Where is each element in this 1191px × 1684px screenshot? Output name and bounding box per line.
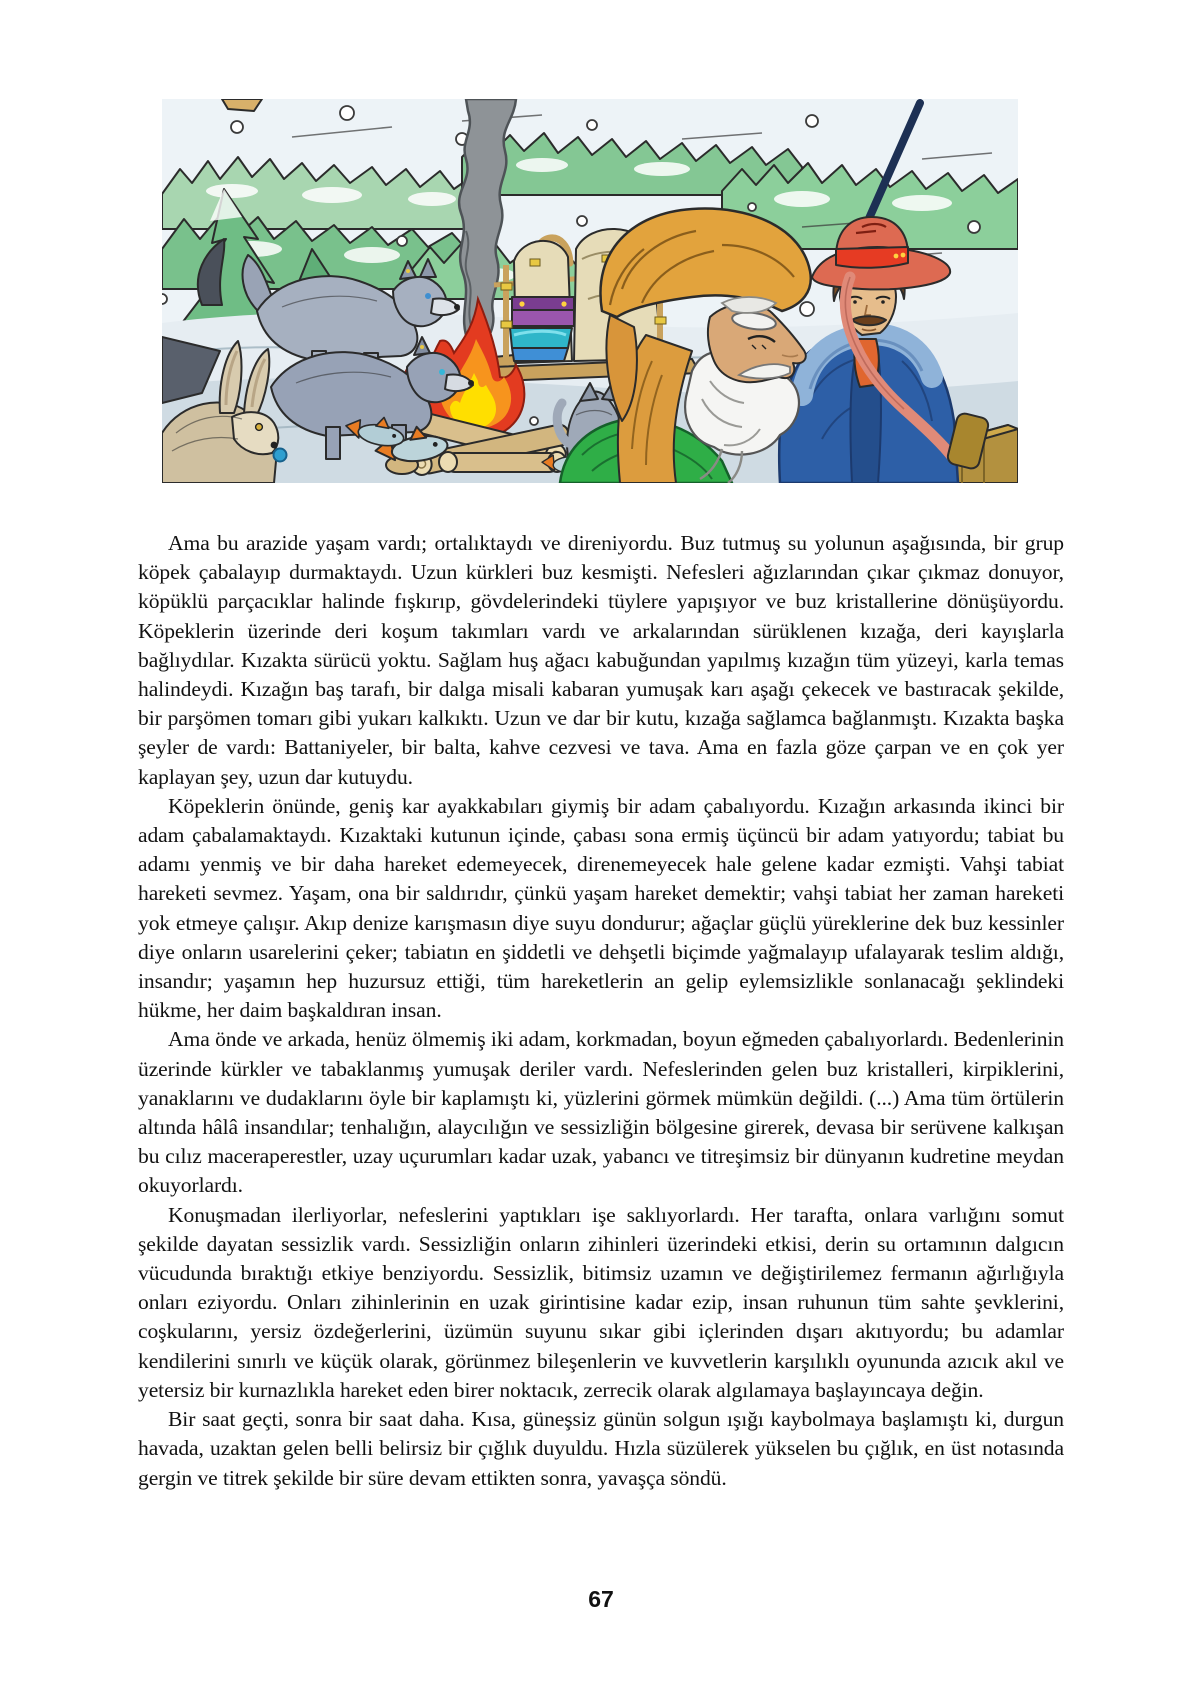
story-paragraph-5: Bir saat geçti, sonra bir saat daha. Kısa, güneşsiz günün solgun ışığı kaybolmaya başlamıştı ki, durgun havada, uzaktan gelen belli belirsiz bir çığlık duyuldu. Hızla süzülerek yükselen bu çığlık, en üst notasında gergin ve titrek şekilde bir süre devam ettikten sonra, yavaşça söndü. [138,1407,1064,1490]
story-illustration [162,99,1018,483]
story-text [138,529,1064,1493]
story-paragraph-2: Köpeklerin önünde, geniş kar ayakkabıları giymiş bir adam çabalıyordu. Kızağın arkasında ikinci bir adam çabalamaktaydı. Kızaktaki kutunun içinde, çabası sona ermiş üçüncü bir adam yatıyordu; tabiat bu adamı yenmiş ve bir daha hareket edemeyecek, direnemeyecek hale gelene kadar ezmişti. Vahşi tabiat hareketi sevmez. Yaşam, ona bir saldırıdır, çünkü yaşam hareket demektir; vahşi tabiat her zaman hareketi yok etmeye çalışır. Akıp denize karışmasın diye suyu dondurur; ağaçlar güçlü yüreklerine dek buz kessinler diye onların usarelerini çeker; tabiatın en şiddetli ve dehşetli biçimde yağmalayıp ufalayarak teslim aldığı, insandır; yaşamın hep huzursuz ettiği, tüm hareketlerin an gelip eylemsizlikle sonlanacağı şeklindeki hükme, her daim başkaldıran insan. [138,793,1064,1023]
story-paragraph-4: Konuşmadan ilerliyorlar, nefeslerini yaptıkları işe saklıyorlardı. Her tarafta, onlara varlığını somut şekilde dayatan sessizlik vardı. Sessizliğin onların zihinleri üzerindeki etkisi, derin su ortamının dalgıcın vücudunda bıraktığı etkiye benziyordu. Sessizlik, bitimsiz uzamın ve değiştirilemez fermanın ağırlığıyla onları eziyordu. Onları zihinlerinin en uzak girintisine kadar ezip, insan ruhunun tüm sahte şevklerini, coşkularını, yersiz özdeğerlerini, üzümün suyunu sıkar gibi içlerinden dışarı akıtıyordu; bu adamlar kendilerini sınırlı ve küçük olarak, görünmez bileşenlerin ve kuvvetlerin karşılıklı oyununda azıcık akıl ve yetersiz bir kurnazlıkla hareket eden birer noktacık, zerrecik olarak algılamaya başlayıncaya değin. [138,1202,1064,1402]
page-number: 67 [588,1586,614,1612]
winter-camp-scene [162,99,1018,483]
story-paragraph-1: Ama bu arazide yaşam vardı; ortalıktaydı ve direniyordu. Buz tutmuş su yolunun aşağısında, bir grup köpek çabalayıp durmaktaydı. Uzun kürkleri buz kesmişti. Nefesleri ağızlarından çıkar çıkmaz donuyor, köpüklü parçacıklar halinde fışkırıp, gövdelerindeki tüylere yapışıyor ve buz kristallerine dönüşüyordu. Köpeklerin üzerinde deri koşum takımları vardı ve arkalarından sürüklenen kızağa, deri kayışlarla bağlıydılar. Kızakta sürücü yoktu. Sağlam huş ağacı kabuğundan yapılmış kızağın tüm yüzeyi, karla temas halindeydi. Kızağın baş tarafı, bir dalga misali kabaran yumuşak karı aşağı çekecek ve bastıracak şekilde, bir parşömen tomarı gibi yukarı kalkıktı. Uzun ve dar bir kutu, kızağa sağlamca bağlanmıştı. Kızakta başka şeyler de vardı: Battaniyeler, bir balta, kahve cezvesi ve tava. Ama en fazla göze çarpan ve en çok yer kaplayan şey, uzun dar kutuydu. [138,531,1064,789]
story-paragraph-3: Ama önde ve arkada, henüz ölmemiş iki adam, korkmadan, boyun eğmeden çabalıyorlardı. Bedenlerinin üzerinde kürkler ve tabaklanmış yumuşak deriler vardı. Nefeslerinden gelen buz kristalleri, kirpiklerini, yanaklarını ve dudaklarını öyle bir kaplamıştı ki, yüzlerini görmek mümkün değildi. (...) Ama tüm örtülerin altında hâlâ insandılar; tenhalığın, alaycılığın ve sessizliğin bölgesine girerek, devasa bir serüvene kalkışan bu cılız maceraperestler, uzay uçurumları kadar uzak, yabancı ve titreşimsiz bir dünyanın kudretine meydan okuyorlardı. [138,1027,1064,1198]
